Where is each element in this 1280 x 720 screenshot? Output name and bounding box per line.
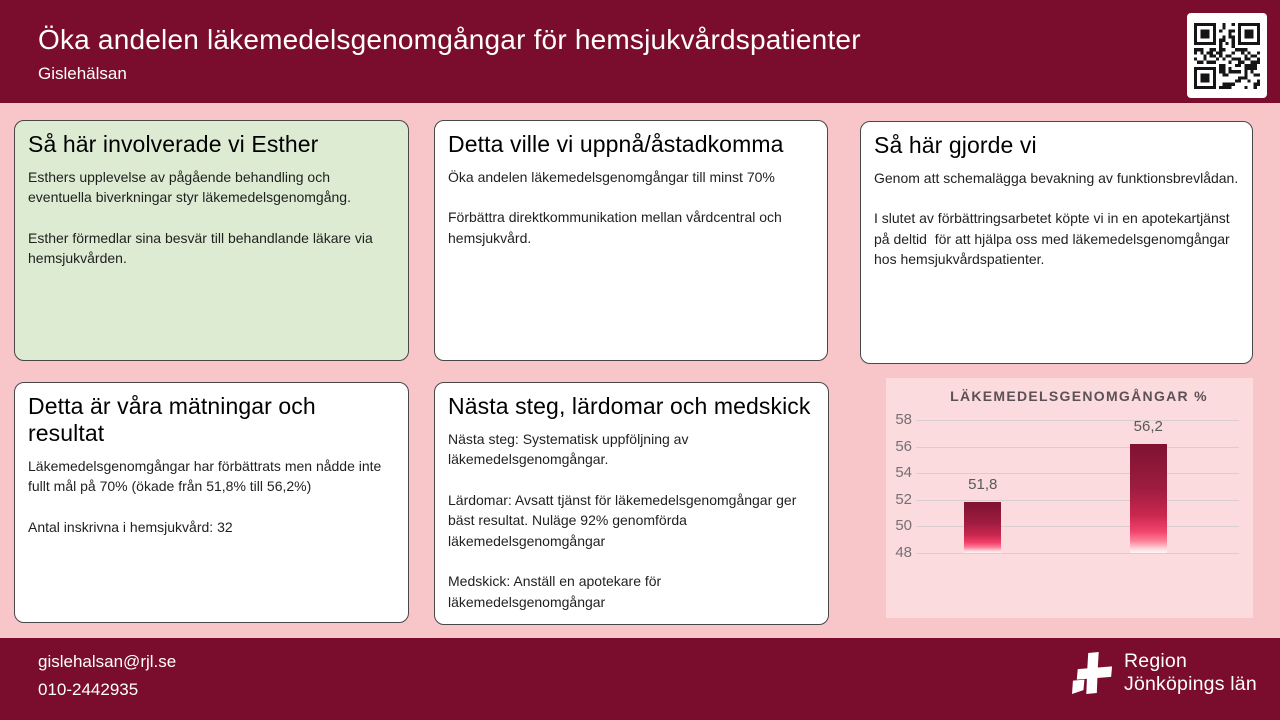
card-paragraph: Genom att schemalägga bevakning av funktionsbrevlådan. [874, 170, 1239, 186]
card-results [14, 382, 409, 623]
card-goals [434, 120, 828, 361]
chart-gridline [916, 500, 1239, 501]
footer [0, 638, 1280, 720]
card-method [860, 121, 1253, 364]
region-logo-line1: Region [1124, 650, 1187, 672]
region-logo-line2: Jönköpings län [1124, 673, 1257, 695]
card-paragraph: Nästa steg: Systematisk uppföljning av läkemedelsgenomgångar. [448, 431, 693, 468]
chart-ytick-label: 52 [895, 490, 912, 508]
page-subtitle: Gislehälsan [38, 64, 127, 83]
chart-panel [886, 378, 1253, 618]
card-title: Detta ville vi uppnå/åstadkomma [448, 131, 784, 157]
region-logo-icon [1072, 650, 1114, 696]
chart-ytick-label: 54 [895, 464, 912, 482]
footer-phone: 010-2442935 [38, 680, 139, 699]
chart-bar-value-label: 51,8 [968, 476, 998, 494]
region-logo-text [1124, 650, 1257, 696]
card-title: Detta är våra mätningar och resultat [28, 393, 316, 446]
chart-gridline [916, 473, 1239, 474]
card-paragraph: Esther förmedlar sina besvär till behandlande läkare via hemsjukvården. [28, 229, 377, 267]
card-paragraph: I slutet av förbättringsarbetet köpte vi in en apotekartjänst på deltid för att hjälpa oss med läkemedelsgenomgångar hos hemsjukvårdspatienter. [874, 210, 1234, 268]
chart-ytick-label: 50 [895, 517, 912, 535]
card-paragraph: Medskick: Anställ en apotekare för läkemedelsgenomgångar [448, 573, 666, 610]
card-paragraph: Öka andelen läkemedelsgenomgångar till minst 70% [448, 169, 775, 185]
chart-ytick-label: 56 [895, 437, 912, 455]
chart-bar [964, 502, 1001, 553]
chart-gridline [916, 420, 1239, 421]
region-logo [1072, 650, 1257, 696]
card-next-steps [434, 382, 829, 625]
card-paragraph: Esthers upplevelse av pågående behandling och eventuella biverkningar styr läkemedelsgenomgång. [28, 169, 351, 206]
card-esther-involvement [14, 120, 409, 361]
card-paragraph: Förbättra direktkommunikation mellan vårdcentral och hemsjukvård. [448, 209, 786, 246]
chart-gridline [916, 447, 1239, 448]
chart-title: LÄKEMEDELSGENOMGÅNGAR % [950, 388, 1208, 404]
chart-ytick-label: 58 [895, 411, 912, 428]
chart-bar [1130, 444, 1167, 553]
page-title: Öka andelen läkemedelsgenomgångar för hemsjukvårdspatienter [38, 24, 861, 55]
card-paragraph: Lärdomar: Avsatt tjänst för läkemedelsgenomgångar ger bäst resultat. Nuläge 92% genomförda läkemedelsgenomgångar [448, 491, 801, 549]
chart-bar-value-label: 56,2 [1133, 417, 1163, 435]
card-title: Så här involverade vi Esther [28, 131, 319, 157]
header [0, 0, 1280, 103]
chart-ytick-label: 48 [895, 544, 912, 561]
card-title: Nästa steg, lärdomar och medskick [448, 393, 811, 419]
card-paragraph: Läkemedelsgenomgångar har förbättrats men nådde inte fullt mål på 70% (ökade från 51,8% till 56,2%) [28, 458, 386, 495]
qr-code [1187, 13, 1267, 98]
footer-email: gislehalsan@rjl.se [38, 652, 177, 671]
card-title: Så här gjorde vi [874, 132, 1037, 158]
chart-gridline [916, 553, 1239, 554]
card-paragraph: Antal inskrivna i hemsjukvård: 32 [28, 518, 233, 535]
qr-code-image [1194, 23, 1260, 89]
